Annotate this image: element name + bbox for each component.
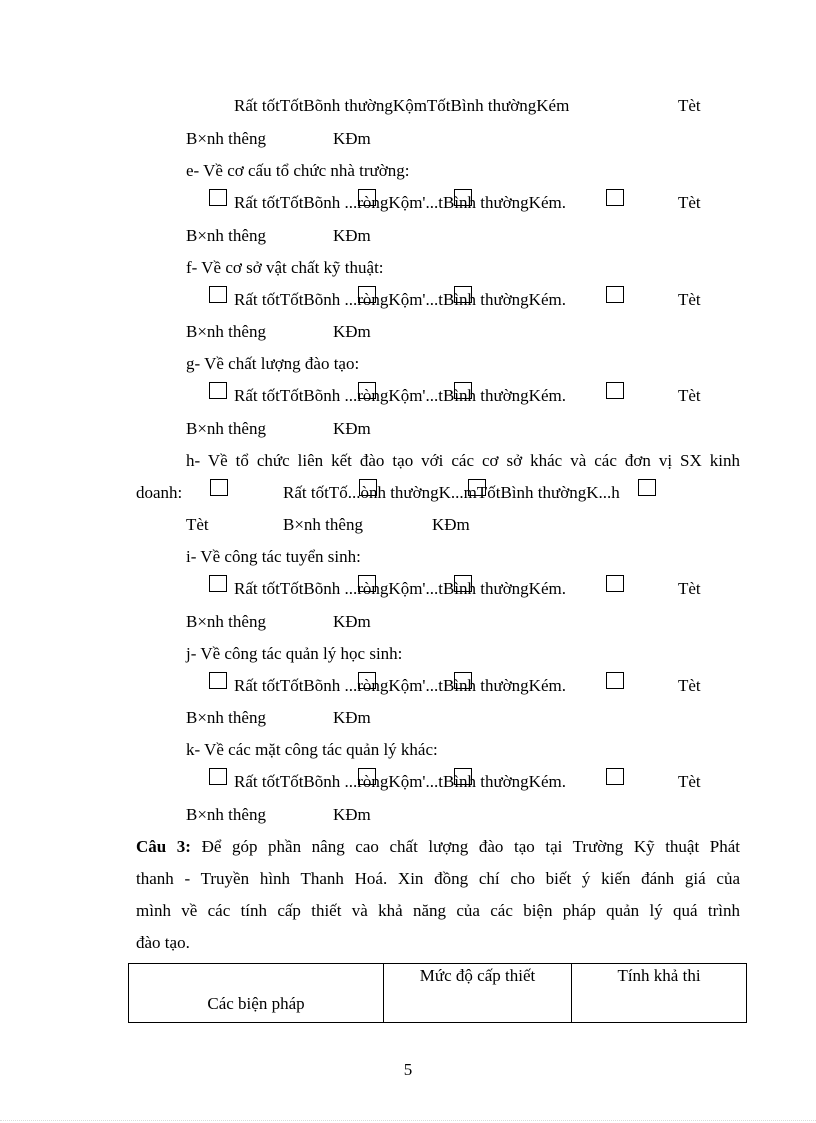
checkbox-k-4[interactable] bbox=[606, 768, 624, 785]
section-i-heading: i- Về công tác tuyển sinh: bbox=[186, 547, 361, 566]
rating-options-top: Rất tốtTốtBõnh thườngKộmTốtBình thườngKém bbox=[234, 96, 570, 115]
checkbox-h-1[interactable] bbox=[210, 479, 228, 496]
checkbox-e-1[interactable] bbox=[209, 189, 227, 206]
rating-binh-thuong: B×nh thêng bbox=[186, 805, 266, 824]
rating-tot-j: Tèt bbox=[678, 676, 701, 695]
checkbox-f-4[interactable] bbox=[606, 286, 624, 303]
section-h-heading: h- Về tổ chức liên kết đào tạo với các cơ sở khác và các đơn vị SX kinh bbox=[186, 451, 740, 470]
checkbox-i-4[interactable] bbox=[606, 575, 624, 592]
checkbox-e-2[interactable] bbox=[358, 189, 376, 206]
checkbox-e-3[interactable] bbox=[454, 189, 472, 206]
checkbox-h-2[interactable] bbox=[359, 479, 377, 496]
rating-binh-thuong: B×nh thêng bbox=[186, 708, 266, 727]
page-bottom-divider bbox=[0, 1120, 816, 1121]
measures-table bbox=[128, 963, 747, 1023]
checkbox-i-3[interactable] bbox=[454, 575, 472, 592]
rating-options-e: Rất tốtTốtBõnh ...ròngKộm'...tBình thườngKém. bbox=[234, 193, 566, 212]
section-h-prefix: doanh: bbox=[136, 483, 183, 502]
checkbox-k-3[interactable] bbox=[454, 768, 472, 785]
rating-options-h: Rất tốtTố...ònh thườngK...mTốtBình thườngK...h bbox=[283, 483, 620, 502]
checkbox-f-2[interactable] bbox=[358, 286, 376, 303]
rating-binh-thuong: B×nh thêng bbox=[186, 612, 266, 631]
rating-binh-thuong: B×nh thêng bbox=[186, 129, 266, 148]
question3-line3: mình về các tính cấp thiết và khả năng của các biện pháp quản lý quá trình bbox=[136, 901, 740, 920]
rating-kem: KÐm bbox=[333, 419, 371, 438]
checkbox-f-1[interactable] bbox=[209, 286, 227, 303]
rating-options-f: Rất tốtTốtBõnh ...ròngKộm'...tBình thườngKém. bbox=[234, 290, 566, 309]
checkbox-j-2[interactable] bbox=[358, 672, 376, 689]
rating-kem: KÐm bbox=[333, 708, 371, 727]
rating-kem: KÐm bbox=[333, 612, 371, 631]
checkbox-e-4[interactable] bbox=[606, 189, 624, 206]
rating-options-k: Rất tốtTốtBõnh ...ròngKộm'...tBình thườngKém. bbox=[234, 772, 566, 791]
rating-tot-k: Tèt bbox=[678, 772, 701, 791]
checkbox-j-1[interactable] bbox=[209, 672, 227, 689]
checkbox-f-3[interactable] bbox=[454, 286, 472, 303]
table-header-urgency: Mức độ cấp thiết bbox=[384, 964, 572, 1023]
rating-kem: KÐm bbox=[333, 322, 371, 341]
checkbox-j-3[interactable] bbox=[454, 672, 472, 689]
question3-line2: thanh - Truyền hình Thanh Hoá. Xin đồng chí cho biết ý kiến đánh giá của bbox=[136, 869, 740, 888]
rating-binh-thuong: B×nh thêng bbox=[186, 322, 266, 341]
section-e-heading: e- Về cơ cấu tổ chức nhà trường: bbox=[186, 161, 410, 180]
section-k-heading: k- Về các mặt công tác quản lý khác: bbox=[186, 740, 438, 759]
checkbox-h-3[interactable] bbox=[468, 479, 486, 496]
question3-line4: đào tạo. bbox=[136, 933, 190, 952]
rating-options-g: Rất tốtTốtBõnh ...ròngKộm'...tBình thườngKém. bbox=[234, 386, 566, 405]
checkbox-i-2[interactable] bbox=[358, 575, 376, 592]
rating-binh-thuong: B×nh thêng bbox=[186, 226, 266, 245]
table-header-feasibility: Tính khả thi bbox=[572, 964, 747, 1023]
rating-kem: KÐm bbox=[333, 226, 371, 245]
rating-tot-top: Tèt bbox=[678, 96, 701, 115]
rating-binh-thuong: B×nh thêng bbox=[186, 419, 266, 438]
question3-label: Câu 3: bbox=[136, 837, 191, 856]
checkbox-g-1[interactable] bbox=[209, 382, 227, 399]
page-number: 5 bbox=[403, 1060, 413, 1079]
rating-options-j: Rất tốtTốtBõnh ...ròngKộm'...tBình thườngKém. bbox=[234, 676, 566, 695]
checkbox-i-1[interactable] bbox=[209, 575, 227, 592]
checkbox-g-2[interactable] bbox=[358, 382, 376, 399]
section-g-heading: g- Về chất lượng đào tạo: bbox=[186, 354, 360, 373]
checkbox-g-4[interactable] bbox=[606, 382, 624, 399]
rating-tot-e: Tèt bbox=[678, 193, 701, 212]
rating-tot-g: Tèt bbox=[678, 386, 701, 405]
section-j-heading: j- Về công tác quản lý học sinh: bbox=[186, 644, 403, 663]
checkbox-k-1[interactable] bbox=[209, 768, 227, 785]
section-f-heading: f- Về cơ sở vật chất kỹ thuật: bbox=[186, 258, 384, 277]
question3-paragraph bbox=[136, 831, 740, 959]
checkbox-g-3[interactable] bbox=[454, 382, 472, 399]
checkbox-h-4[interactable] bbox=[638, 479, 656, 496]
checkbox-k-2[interactable] bbox=[358, 768, 376, 785]
table-header-measures: Các biện pháp bbox=[129, 964, 384, 1023]
rating-kem: KÐm bbox=[432, 515, 470, 534]
rating-binh-thuong: B×nh thêng bbox=[283, 515, 363, 534]
rating-options-i: Rất tốtTốtBõnh ...ròngKộm'...tBình thườngKém. bbox=[234, 579, 566, 598]
rating-tot-h: Tèt bbox=[186, 515, 209, 534]
rating-kem: KÐm bbox=[333, 129, 371, 148]
rating-tot-f: Tèt bbox=[678, 290, 701, 309]
rating-tot-i: Tèt bbox=[678, 579, 701, 598]
rating-kem: KÐm bbox=[333, 805, 371, 824]
question3-line1: Câu 3: Để góp phần nâng cao chất lượng đào tạo tại Trường Kỹ thuật Phát bbox=[136, 837, 741, 856]
checkbox-j-4[interactable] bbox=[606, 672, 624, 689]
